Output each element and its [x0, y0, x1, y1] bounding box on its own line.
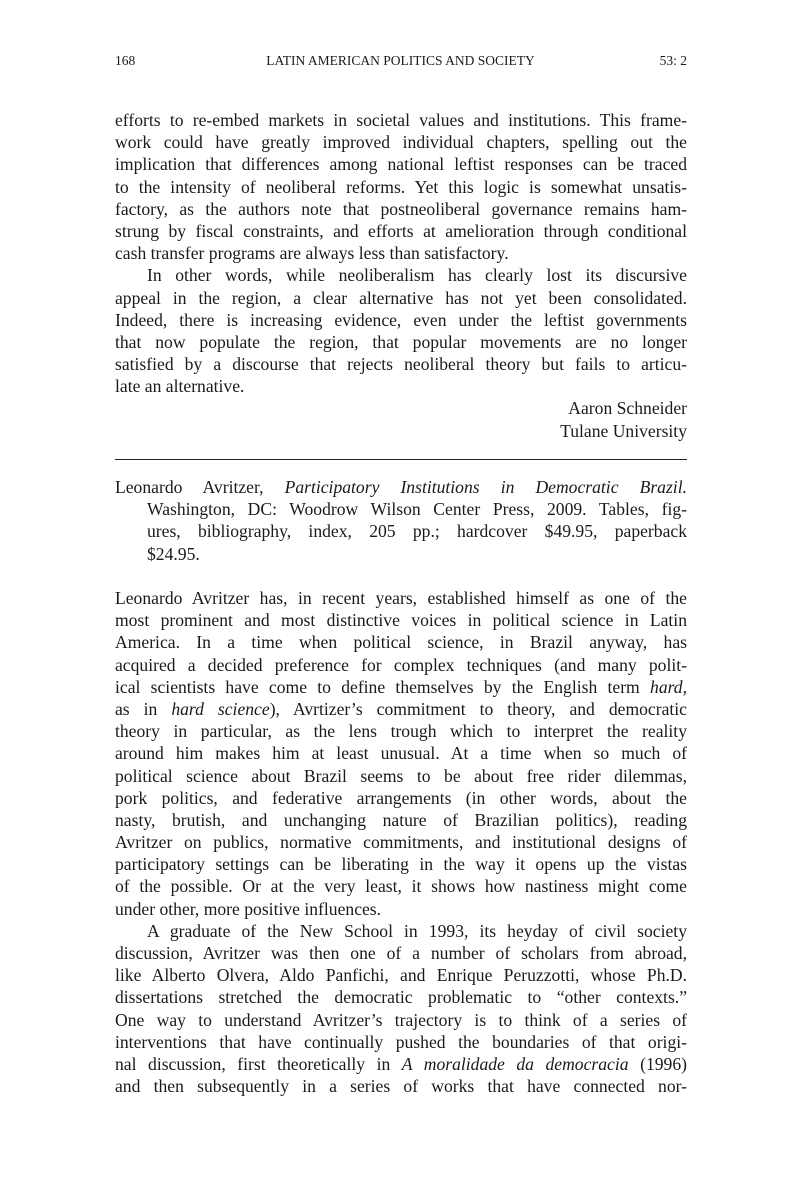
- book-citation: [115, 476, 687, 565]
- citation-lines: [115, 476, 687, 565]
- text-segment: ures, bibliography, index, 205 pp.; hardcover $49.95, paperback: [147, 521, 687, 542]
- text-segment: that now populate the region, that popular movements are no longer: [115, 331, 687, 352]
- text-line: [115, 942, 687, 964]
- text-line: [115, 920, 687, 942]
- text-segment: strung by fiscal constraints, and efforts at amelioration through conditional: [115, 220, 687, 241]
- reviewer-name: Aaron Schneider: [568, 398, 687, 419]
- text-line: [115, 476, 687, 498]
- italic-text: hard science: [171, 698, 270, 719]
- text-line: [115, 131, 687, 153]
- text-segment: Leonardo Avritzer,: [115, 477, 285, 497]
- text-line: [115, 498, 687, 520]
- text-line: [115, 742, 687, 764]
- text-line: [115, 765, 687, 787]
- text-segment: acquired a decided preference for complex techniques (and many polit-: [115, 654, 687, 675]
- text-segment: like Alberto Olvera, Aldo Panfichi, and Enrique Peruzzotti, whose Ph.D.: [115, 965, 687, 986]
- text-segment: appeal in the region, a clear alternative has not yet been consolidated.: [115, 287, 687, 308]
- text-line: [115, 631, 687, 653]
- volume-issue: 53: 2: [659, 53, 687, 68]
- text-line: [115, 520, 687, 542]
- text-segment: Leonardo Avritzer has, in recent years, established himself as one of the: [115, 588, 687, 608]
- text-segment: A graduate of the New School in 1993, its heyday of civil society: [147, 920, 687, 941]
- text-line: [115, 964, 687, 986]
- text-line: [115, 309, 687, 331]
- text-line: [115, 287, 687, 309]
- text-segment: dissertations stretched the democratic problematic to “other contexts.”: [115, 987, 687, 1008]
- text-line: [115, 853, 687, 875]
- text-line: [115, 375, 687, 397]
- text-segment: work could have greatly improved individual chapters, spelling out the: [115, 132, 687, 153]
- text-line: [115, 787, 687, 809]
- text-segment: ), Avrtizer’s commitment to theory, and democratic: [269, 698, 687, 719]
- text-segment: implication that differences among national leftist responses can be traced: [115, 154, 687, 175]
- text-segment: One way to understand Avritzer’s trajectory is to think of a series of: [115, 1009, 687, 1030]
- text-line: [115, 898, 687, 920]
- text-line: [115, 353, 687, 375]
- text-line: [115, 242, 687, 264]
- italic-text: A moralidade da democracia: [401, 1053, 629, 1074]
- text-segment: factory, as the authors note that postneoliberal governance remains ham-: [115, 198, 687, 219]
- text-segment: ical scientists have come to define themselves by the English term: [115, 676, 651, 697]
- text-segment: and then subsequently in a series of works that have connected nor-: [115, 1076, 687, 1097]
- text-segment: nal discussion, first theoretically in: [115, 1053, 402, 1074]
- text-segment: discussion, Avritzer was then one of a number of scholars from abroad,: [115, 943, 687, 963]
- review-2-lines: [115, 587, 687, 1097]
- text-segment: efforts to re-embed markets in societal values and institutions. This frame-: [115, 110, 687, 130]
- text-segment: around him makes him at least unusual. At a time when so much of: [115, 743, 687, 764]
- text-line: [115, 1053, 687, 1075]
- text-line: [115, 109, 687, 131]
- text-segment: most prominent and most distinctive voices in political science in Latin: [115, 610, 687, 631]
- text-segment: Indeed, there is increasing evidence, even under the leftist governments: [115, 309, 687, 330]
- text-segment: theory in particular, as the lens trough which to interpret the reality: [115, 721, 687, 742]
- text-line: [115, 1031, 687, 1053]
- page-number: 168: [115, 53, 136, 68]
- text-line: [115, 1075, 687, 1097]
- text-line: [115, 986, 687, 1008]
- review-1-lines: [115, 109, 687, 397]
- text-segment: under other, more positive influences.: [115, 898, 382, 919]
- text-line: [115, 720, 687, 742]
- text-line: [115, 220, 687, 242]
- text-segment: interventions that have continually pushed the boundaries of that origi-: [115, 1031, 687, 1052]
- text-segment: Washington, DC: Woodrow Wilson Center Press, 2009. Tables, fig-: [147, 499, 687, 520]
- text-line: [115, 676, 687, 698]
- section-divider: [115, 459, 687, 460]
- text-line: [115, 875, 687, 897]
- reviewer-affiliation: Tulane University: [560, 420, 687, 441]
- italic-text: hard,: [650, 676, 687, 697]
- text-segment: of the possible. Or at the very least, it shows how nastiness might come: [115, 876, 687, 897]
- text-segment: participatory settings can be liberating in the way it opens up the vistas: [115, 854, 687, 875]
- text-line: [115, 831, 687, 853]
- text-line: [115, 264, 687, 286]
- text-line: [115, 609, 687, 631]
- text-segment: Avritzer on publics, normative commitments, and institutional designs of: [115, 832, 687, 853]
- text-line: [115, 587, 687, 609]
- text-line: [115, 198, 687, 220]
- text-line: [115, 543, 687, 565]
- text-segment: In other words, while neoliberalism has clearly lost its discursive: [147, 265, 687, 286]
- text-line: [115, 1009, 687, 1031]
- review-2-body: [115, 587, 687, 1097]
- text-segment: as in: [115, 698, 172, 719]
- text-segment: America. In a time when political science, in Brazil anyway, has: [115, 632, 687, 653]
- text-line: [115, 331, 687, 353]
- text-segment: $24.95.: [147, 543, 200, 564]
- text-segment: political science about Brazil seems to be about free rider dilemmas,: [115, 765, 687, 786]
- text-line: [115, 698, 687, 720]
- italic-text: Participatory Institutions in Democratic Brazil.: [284, 477, 687, 497]
- text-segment: to the intensity of neoliberal reforms. Yet this logic is somewhat unsatis-: [115, 176, 687, 197]
- text-segment: pork politics, and federative arrangements (in other words, about the: [115, 787, 687, 808]
- text-segment: late an alternative.: [115, 376, 245, 397]
- text-segment: satisfied by a discourse that rejects neoliberal theory but fails to articu-: [115, 354, 687, 375]
- text-line: [115, 654, 687, 676]
- running-header-title: LATIN AMERICAN POLITICS AND SOCIETY: [266, 53, 535, 68]
- text-segment: nasty, brutish, and unchanging nature of Brazilian politics), reading: [115, 809, 687, 830]
- text-line: [115, 153, 687, 175]
- review-1-body: [115, 109, 687, 442]
- text-segment: cash transfer programs are always less than satisfactory.: [115, 243, 509, 264]
- text-line: [115, 176, 687, 198]
- text-segment: (1996): [628, 1053, 687, 1074]
- text-line: [115, 809, 687, 831]
